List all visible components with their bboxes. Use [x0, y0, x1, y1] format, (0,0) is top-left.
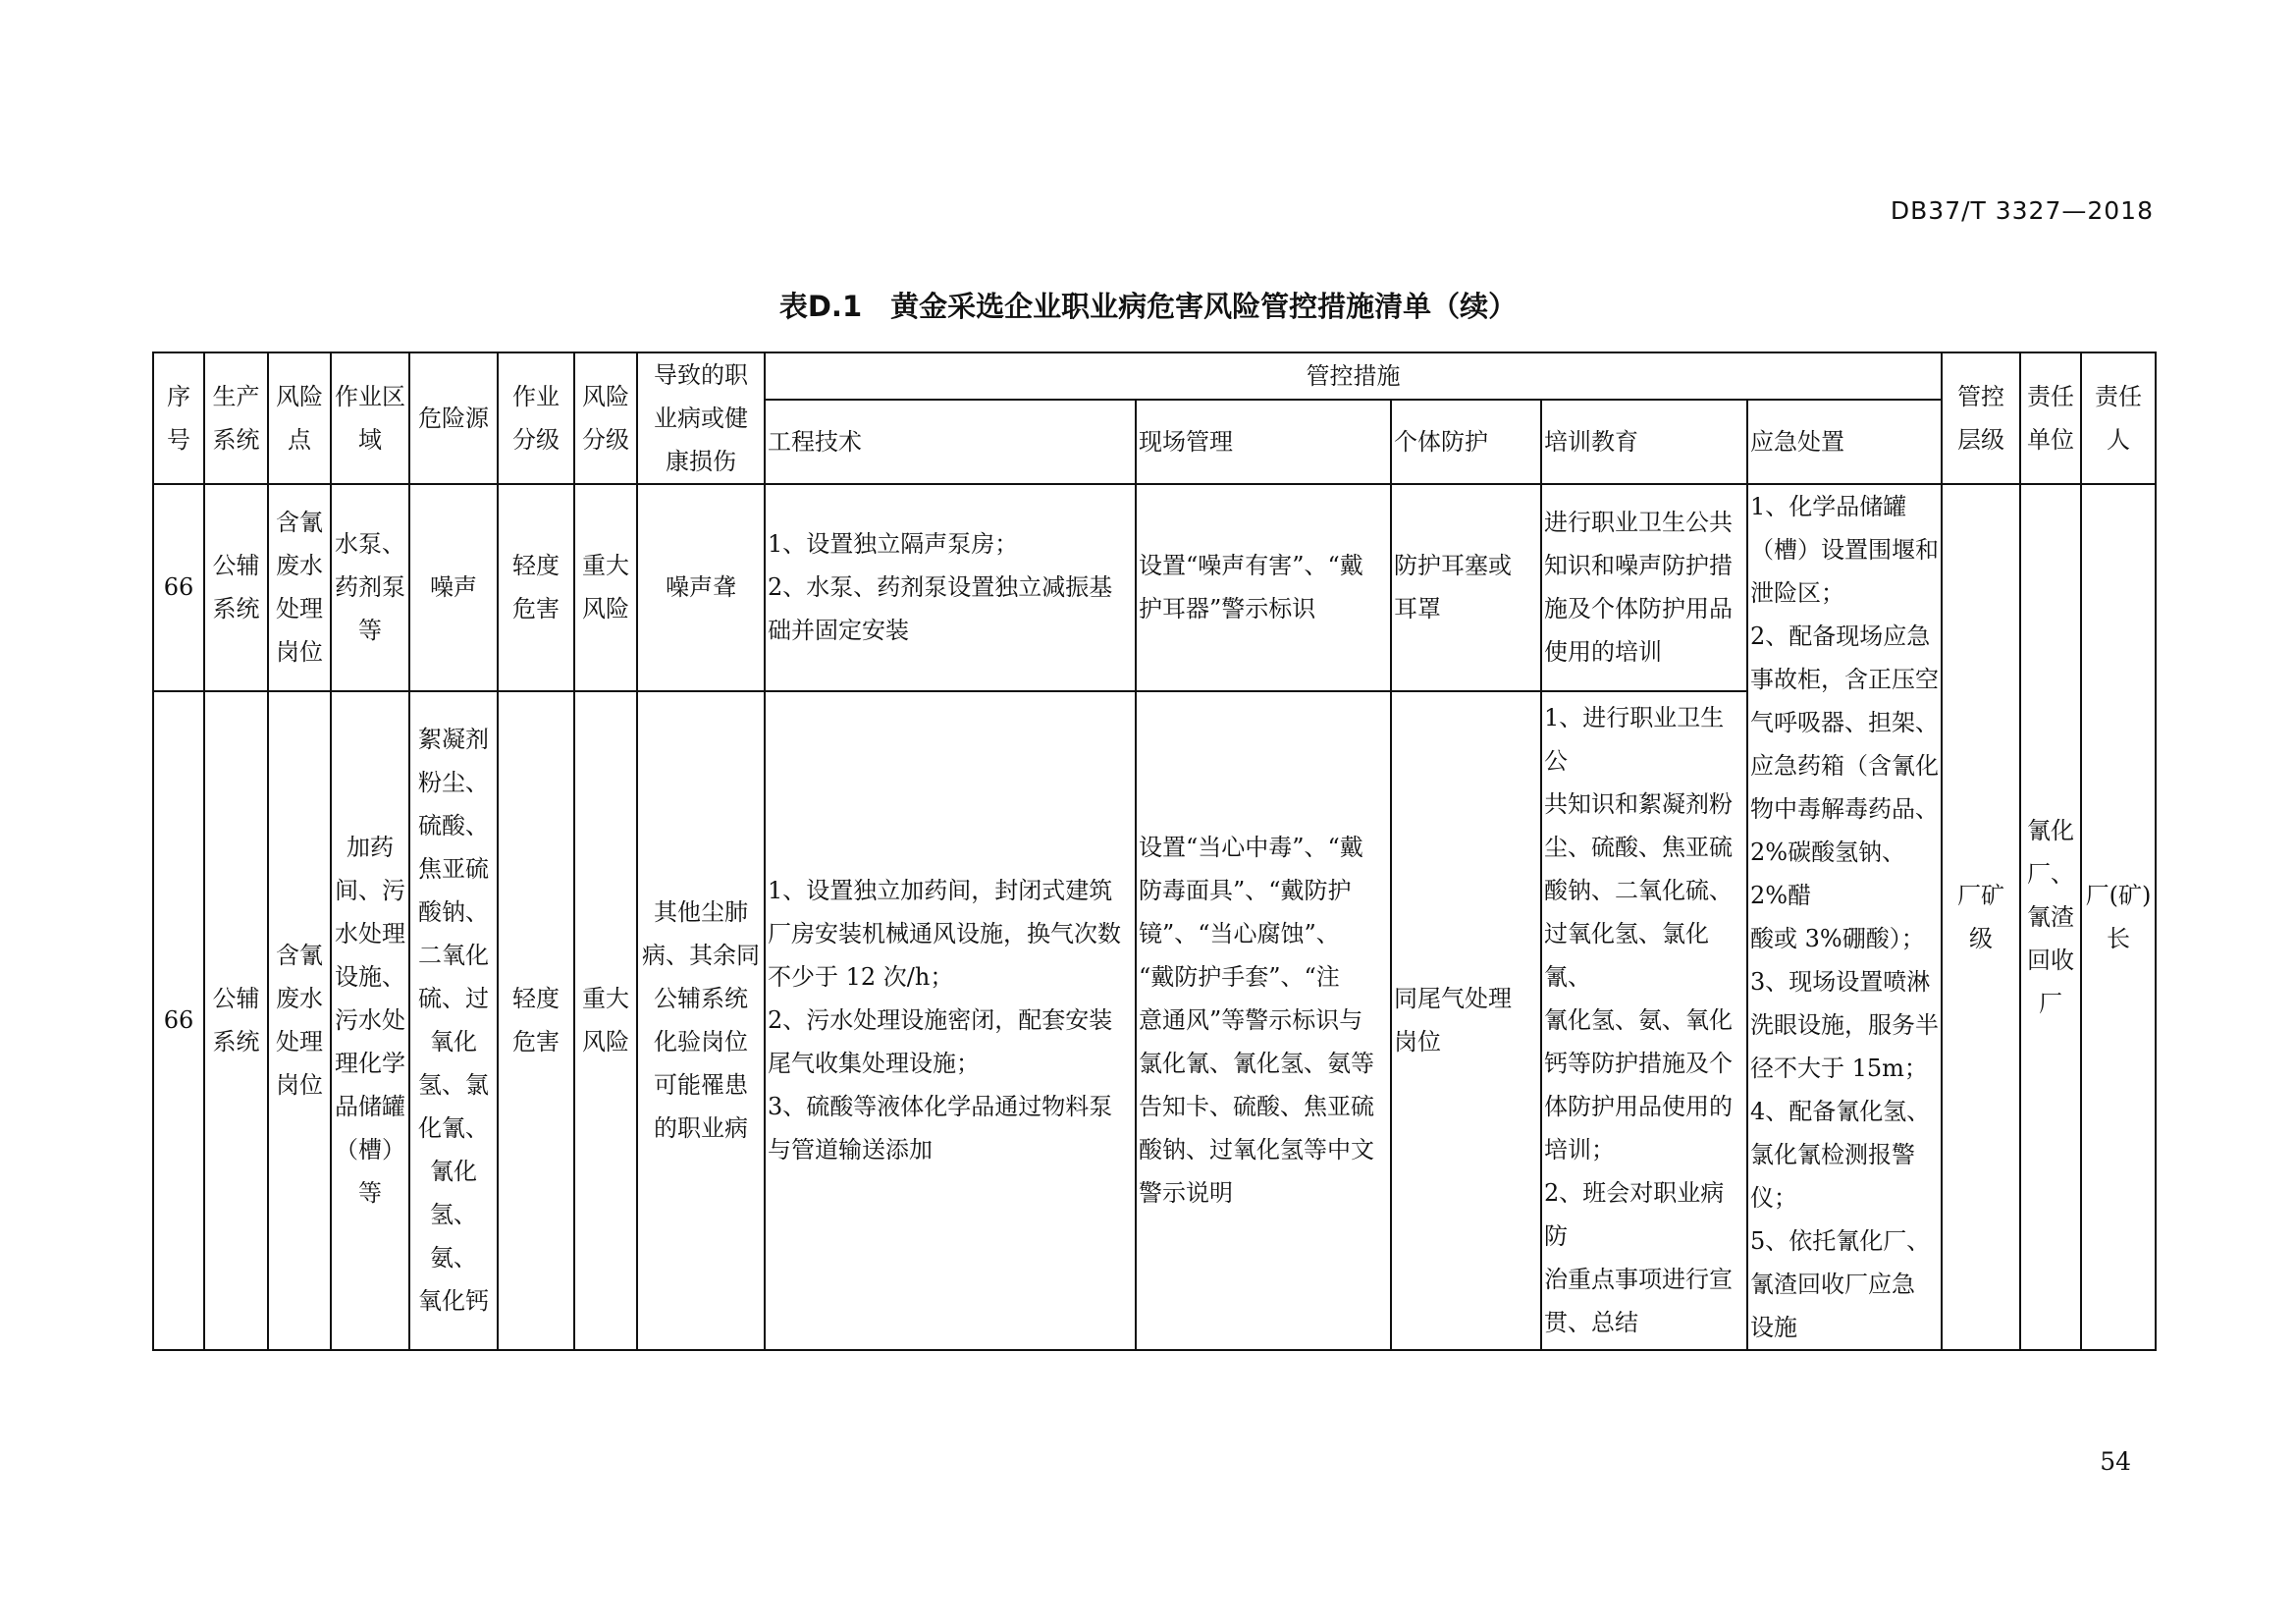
cell-work-level: 轻度 危害	[498, 691, 574, 1350]
header-risk-level: 风险 分级	[574, 352, 637, 484]
header-seq: 序 号	[153, 352, 204, 484]
cell-risk-point: 含氰 废水 处理 岗位	[268, 691, 331, 1350]
header-row-1	[153, 352, 2156, 400]
table-title: 表D.1 黄金采选企业职业病危害风险管控措施清单（续）	[778, 290, 1518, 323]
table-row	[153, 484, 2156, 691]
cell-emergency: 1、化学品储罐 （槽）设置围堰和 泄险区； 2、配备现场应急 事故柜，含正压空 气呼吸器、担架、 应急药箱（含氰化 物中毒解毒药品、 2%碳酸氢钠、2%醋 酸或 3%硼酸）； 3、现场设置喷淋 洗眼设施，服务半 径不大于 15m； 4、配备氰化氢、 氯化氰检测报警 仪； 5、依托氰化厂、 氰渣回收厂应急 设施	[1747, 484, 1942, 1350]
cell-risk-level: 重大 风险	[574, 691, 637, 1350]
cell-seq: 66	[153, 691, 204, 1350]
risk-control-table	[152, 352, 2157, 1351]
cell-system: 公辅 系统	[204, 691, 268, 1350]
cell-training: 1、进行职业卫生公 共知识和絮凝剂粉 尘、硫酸、焦亚硫 酸钠、二氧化硫、 过氧化氢、氯化氰、 氰化氢、氨、氧化 钙等防护措施及个 体防护用品使用的 培训； 2、班会对职业病防 治重点事项进行宣 贯、总结	[1541, 691, 1747, 1350]
header-disease: 导致的职 业病或健 康损伤	[637, 352, 765, 484]
cell-disease: 其他尘肺 病、其余同 公辅系统 化验岗位 可能罹患 的职业病	[637, 691, 765, 1350]
cell-area: 加药 间、污 水处理 设施、 污水处 理化学 品储罐 （槽） 等	[331, 691, 409, 1350]
header-control-measures: 管控措施	[765, 352, 1942, 400]
cell-hazard-source: 絮凝剂 粉尘、 硫酸、 焦亚硫 酸钠、 二氧化 硫、过 氧化 氢、氯 化氰、 氰化 氢、氨、 氧化钙	[409, 691, 498, 1350]
cell-resp-person: 厂(矿) 长	[2081, 484, 2156, 1350]
header-emergency: 应急处置	[1747, 400, 1942, 484]
cell-engineering: 1、设置独立加药间，封闭式建筑 厂房安装机械通风设施，换气次数 不少于 12 次/h； 2、污水处理设施密闭，配套安装 尾气收集处理设施； 3、硫酸等液体化学品通过物料泵 与管道输送添加	[765, 691, 1136, 1350]
header-site-management: 现场管理	[1136, 400, 1391, 484]
header-personal-protection: 个体防护	[1391, 400, 1541, 484]
header-training: 培训教育	[1541, 400, 1747, 484]
cell-personal-protection: 同尾气处理 岗位	[1391, 691, 1541, 1350]
cell-site-management: 设置“噪声有害”、“戴 护耳器”警示标识	[1136, 484, 1391, 691]
page-number: 54	[2100, 1447, 2131, 1476]
cell-seq: 66	[153, 484, 204, 691]
header-risk-point: 风险 点	[268, 352, 331, 484]
cell-training: 进行职业卫生公共 知识和噪声防护措 施及个体防护用品 使用的培训	[1541, 484, 1747, 691]
header-system: 生产 系统	[204, 352, 268, 484]
cell-resp-unit: 氰化 厂、 氰渣 回收 厂	[2020, 484, 2081, 1350]
cell-hazard-source: 噪声	[409, 484, 498, 691]
header-resp-unit: 责任 单位	[2020, 352, 2081, 484]
cell-risk-level: 重大 风险	[574, 484, 637, 691]
document-code: DB37/T 3327—2018	[1890, 196, 2154, 225]
cell-risk-point: 含氰 废水 处理 岗位	[268, 484, 331, 691]
cell-personal-protection: 防护耳塞或 耳罩	[1391, 484, 1541, 691]
cell-site-management: 设置“当心中毒”、“戴 防毒面具”、“戴防护 镜”、“当心腐蚀”、 “戴防护手套”、“注 意通风”等警示标识与 氯化氰、氰化氢、氨等 告知卡、硫酸、焦亚硫 酸钠、过氧化氢等中文 警示说明	[1136, 691, 1391, 1350]
header-work-level: 作业 分级	[498, 352, 574, 484]
header-area: 作业区 域	[331, 352, 409, 484]
header-resp-person: 责任人	[2081, 352, 2156, 484]
cell-system: 公辅 系统	[204, 484, 268, 691]
header-hazard-source: 危险源	[409, 352, 498, 484]
header-control-level: 管控 层级	[1942, 352, 2020, 484]
cell-control-level: 厂矿 级	[1942, 484, 2020, 1350]
cell-area: 水泵、 药剂泵 等	[331, 484, 409, 691]
cell-disease: 噪声聋	[637, 484, 765, 691]
cell-work-level: 轻度 危害	[498, 484, 574, 691]
header-engineering: 工程技术	[765, 400, 1136, 484]
cell-engineering: 1、设置独立隔声泵房； 2、水泵、药剂泵设置独立减振基 础并固定安装	[765, 484, 1136, 691]
